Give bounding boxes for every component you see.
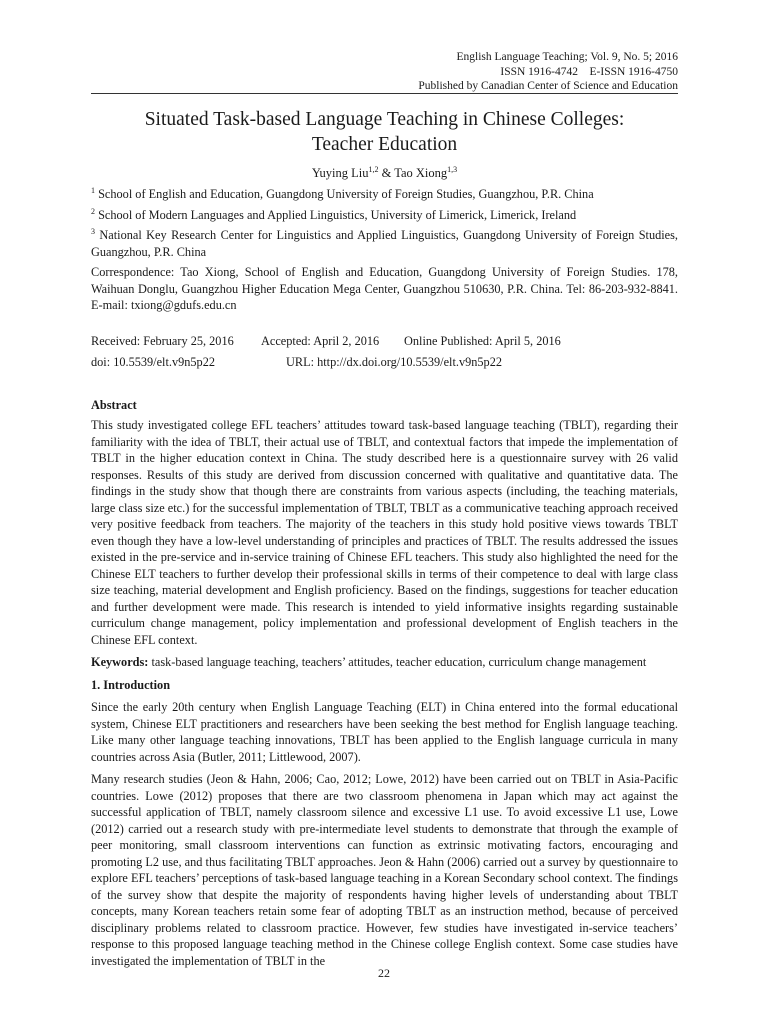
publisher-info: Published by Canadian Center of Science and Education [418, 80, 678, 92]
affiliation-1 [91, 186, 678, 203]
keywords-text: task-based language teaching, teachers’ attitudes, teacher education, curriculum change management [148, 655, 647, 669]
header-rule [91, 93, 678, 94]
paper-title [91, 107, 678, 157]
author-list [91, 166, 678, 181]
journal-info: English Language Teaching; Vol. 9, No. 5; 2016 [456, 51, 678, 63]
received-date: Received: February 25, 2016 [91, 334, 234, 348]
keywords [91, 654, 678, 671]
affiliation-number: 1 [91, 185, 95, 195]
introduction-heading: 1. Introduction [91, 677, 171, 692]
keywords-label: Keywords: [91, 655, 149, 669]
affiliation-2 [91, 207, 678, 224]
affiliation-text: School of Modern Languages and Applied Linguistics, University of Limerick, Limerick, Ireland [98, 207, 577, 222]
author-name: Yuying Liu [311, 166, 369, 180]
author-separator: & [378, 166, 395, 180]
title-line-1: Situated Task-based Language Teaching in Chinese Colleges: [144, 109, 625, 130]
affiliation-text: National Key Research Center for Linguistics and Applied Linguistics, Guangdong University of Foreign Studies, Guangzhou, P.R. China [91, 228, 678, 259]
affiliation-text: School of English and Education, Guangdong University of Foreign Studies, Guangzhou, P.R. China [98, 187, 594, 201]
url-link[interactable]: URL: http://dx.doi.org/10.5539/elt.v9n5p22 [286, 355, 502, 369]
affiliation-number: 2 [91, 206, 95, 216]
main-body [91, 417, 678, 969]
published-date: Online Published: April 5, 2016 [404, 334, 561, 348]
intro-paragraph-1: Since the early 20th century when English Language Teaching (ELT) in China entered into the formal educational system, Chinese ELT practitioners and researchers have been seeking the best method for English language teaching. Like many other language teaching innovations, TBLT has been applied to the English language curricula in many countries across Asia (Butler, 2011; Littlewood, 2007). [91, 700, 678, 764]
author-affiliation-mark: 1,3 [447, 164, 458, 174]
affiliation-number: 3 [91, 226, 95, 236]
issn-info: ISSN 1916-4742 E-ISSN 1916-4750 [500, 65, 678, 78]
affiliations [91, 186, 678, 314]
correspondence: Correspondence: Tao Xiong, School of English and Education, Guangdong University of Foreign Studies. 178, Waihuan Donglu, Guangzhou Higher Education Mega Center, Guangzhou 510630, P.R. China. Tel: 86-203-932-8841. E-mail: txiong@gdufs.edu.cn [91, 265, 678, 312]
author-name: Tao Xiong [394, 166, 448, 180]
page-number: 22 [378, 966, 390, 980]
intro-paragraph-2: Many research studies (Jeon & Hahn, 2006; Cao, 2012; Lowe, 2012) have been carried out on TBLT in Asia-Pacific countries. Lowe (2012) proposes that there are two classroom phenomena in Japan which may act against the successful application of TBLT, namely classroom silence and excessive L1 use. To avoid excessive L1 use, Lowe (2012) carried out a research study with pre-intermediate level students to demonstrate that through the example of peer monitoring, small classroom interventions can function as extrinsic motivating factors, encouraging and promoting L2 use, and thus facilitating TBLT approaches. Jeon & Hahn (2006) carried out a survey by questionnaire to explore EFL teachers’ perceptions of task-based language teaching in a Korean Secondary school context. The findings of the survey show that despite the majority of respondents having higher levels of understanding about TBLT concepts, many Korean teachers retain some fear of adopting TBLT as an instruction method, because of perceived disciplinary problems related to classroom practice. However, few studies have investigated in-service teachers’ response to this proposed language teaching method in the Chinese college English context. Some case studies have investigated the implementation of TBLT in the [91, 772, 678, 968]
doi: doi: 10.5539/elt.v9n5p22 [91, 355, 215, 369]
abstract-text: This study investigated college EFL teachers’ attitudes toward task-based language teaching (TBLT), regarding their familiarity with the idea of TBLT, their actual use of TBLT, and contextual factors that impede the implementation of TBLT in the higher education context in China. The study described here is a questionnaire survey with 26 valid responses. Results of this study are derived from discussion concerned with qualitative and quantitative data. The findings in the study show that though there are constraints from various aspects (including, the teaching materials, large class size etc.) for the successful implementation of TBLT, TBLT as a communicative teaching approach received very positive feedback from teachers. The majority of the teachers in this study hold positive views towards TBLT even though they have a low-level understanding of principles and practices of TBLT. The results addressed the issues existed in the pre-service and in-service training of Chinese EFL teachers. This study also highlighted the need for the Chinese ELT teachers to further develop their professional skills in terms of their competence to deal with large class size teaching, material development and English proficiency. Based on the findings, suggestions for teacher education and further development were made. This research is intended to yield informative insights regarding sustainable curriculum change management, policy implementation and professional development of English teachers in the Chinese EFL context. [91, 418, 678, 647]
accepted-date: Accepted: April 2, 2016 [261, 334, 380, 348]
author-affiliation-mark: 1,2 [368, 164, 379, 174]
affiliation-3 [91, 227, 678, 260]
title-line-2: Teacher Education [311, 134, 458, 155]
journal-header [418, 50, 678, 94]
abstract-heading: Abstract [91, 398, 137, 412]
